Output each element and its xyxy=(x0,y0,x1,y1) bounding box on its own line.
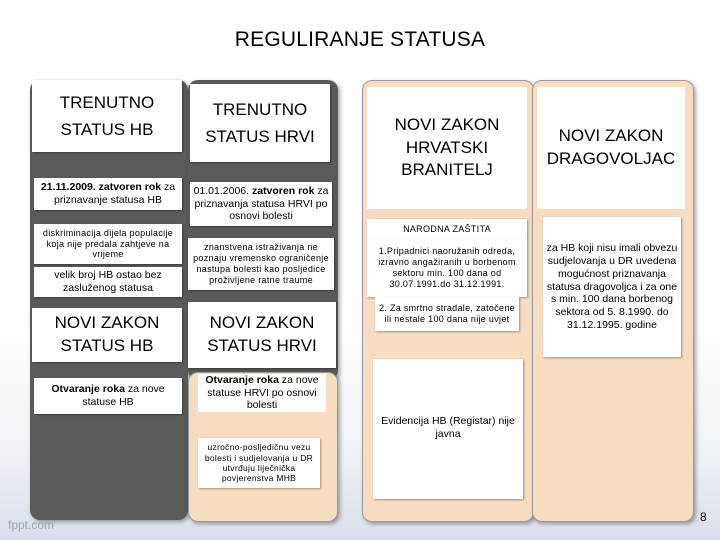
opening-deadline-hb-rest: za nove statuse HB xyxy=(82,383,165,408)
closed-deadline-hb xyxy=(34,178,182,210)
header-current-status-hb-text: TRENUTNO STATUS HB xyxy=(59,92,155,139)
national-protection-label xyxy=(367,219,527,239)
header-new-law-status-hb xyxy=(32,308,182,362)
column-status-hb xyxy=(30,80,188,520)
header-new-law-volunteer xyxy=(537,87,685,209)
causal-link-note xyxy=(198,438,320,488)
column-new-law-hb xyxy=(362,80,534,522)
closed-deadline-hrvi-rest: za priznavanja statusa HRVI po osnovi bolesti xyxy=(194,184,329,223)
closed-deadline-hb-bold: 21.11.2009. zatvoren rok xyxy=(40,181,162,194)
closed-deadline-hrvi xyxy=(190,182,332,226)
header-new-law-volunteer-text: NOVI ZAKON DRAGOVOLJAC xyxy=(546,126,676,168)
header-new-law-status-hrvi xyxy=(188,302,336,368)
closed-deadline-hrvi-date: 01.01.2006. xyxy=(193,184,250,197)
opening-deadline-hrvi-bold: Otvaranje roka xyxy=(205,373,279,386)
header-new-law-status-hrvi-text: NOVI ZAKON STATUS HRVI xyxy=(207,313,317,355)
header-new-law-status-hb-text: NOVI ZAKON STATUS HB xyxy=(54,313,160,355)
national-protection-label-text: NARODNA ZAŠTITA xyxy=(403,223,491,234)
column-new-law-volunteer xyxy=(532,80,694,522)
register-note xyxy=(373,359,523,499)
volunteer-note-text: za HB koji nisu imali obvezu sudjelovanja u DR uvedena mogućnost priznavanja statusa dragovoljca i za one s min. 100 dana borbenog sektora od 5. 8.1990. do 31.12.1995. godine xyxy=(546,242,678,331)
condition-item-1-text: 1.Pripadnici naoružanih odreda, izravno angažiranih u borbenom sektoru min. 100 dana od 30.07.1991.do 31.12.1991. xyxy=(378,246,516,289)
register-note-text: Evidencija HB (Registar) nije javna xyxy=(381,415,515,440)
footer-logo: fppt.com xyxy=(8,518,55,532)
opening-deadline-hb-bold: Otvaranje roka xyxy=(51,383,125,396)
condition-item-2-text: 2. Za smrtno stradale, zatočene ili nestale 100 dana nije uvjet xyxy=(379,303,515,324)
large-number-note-text: velik broj HB ostao bez zasluženog statusa xyxy=(54,269,162,294)
header-current-status-hrvi-text: TRENUTNO STATUS HRVI xyxy=(205,99,315,146)
closed-deadline-hrvi-bold: zatvoren rok xyxy=(251,184,315,197)
closed-deadline-hb-rest: za priznavanje statusa HB xyxy=(54,181,176,206)
opening-deadline-hrvi xyxy=(198,374,326,412)
condition-item-2 xyxy=(375,297,519,331)
science-note-text: znanstvena istraživanja ne poznaju vremensko ograničenje nastupa bolesti kao posljedice proživljene ratne traume xyxy=(193,242,329,285)
header-new-law-hb-text: NOVI ZAKON HRVATSKI BRANITELJ xyxy=(394,114,500,180)
opening-deadline-hrvi-rest: za nove statuse HRVI po osnovi bolesti xyxy=(207,373,319,412)
large-number-note xyxy=(34,267,182,297)
opening-deadline-hb xyxy=(34,378,182,414)
causal-link-note-text: uzročno-posljedičnu vezu bolesti i sudjelovanja u DR utvrđuju liječnička povjerenstva MHB xyxy=(204,442,314,484)
page-number: 8 xyxy=(700,510,707,524)
header-new-law-hb xyxy=(367,87,527,209)
condition-item-1 xyxy=(367,239,527,297)
header-current-status-hb xyxy=(32,80,182,152)
volunteer-note xyxy=(543,217,681,357)
header-current-status-hrvi xyxy=(190,84,330,162)
slide-title: REGULIRANJE STATUSA xyxy=(234,28,486,51)
discrimination-note-text: diskriminacija dijela populacije koja nije predala zahtjeve na vrijeme xyxy=(42,227,174,260)
science-note xyxy=(188,238,334,290)
discrimination-note xyxy=(34,224,182,264)
